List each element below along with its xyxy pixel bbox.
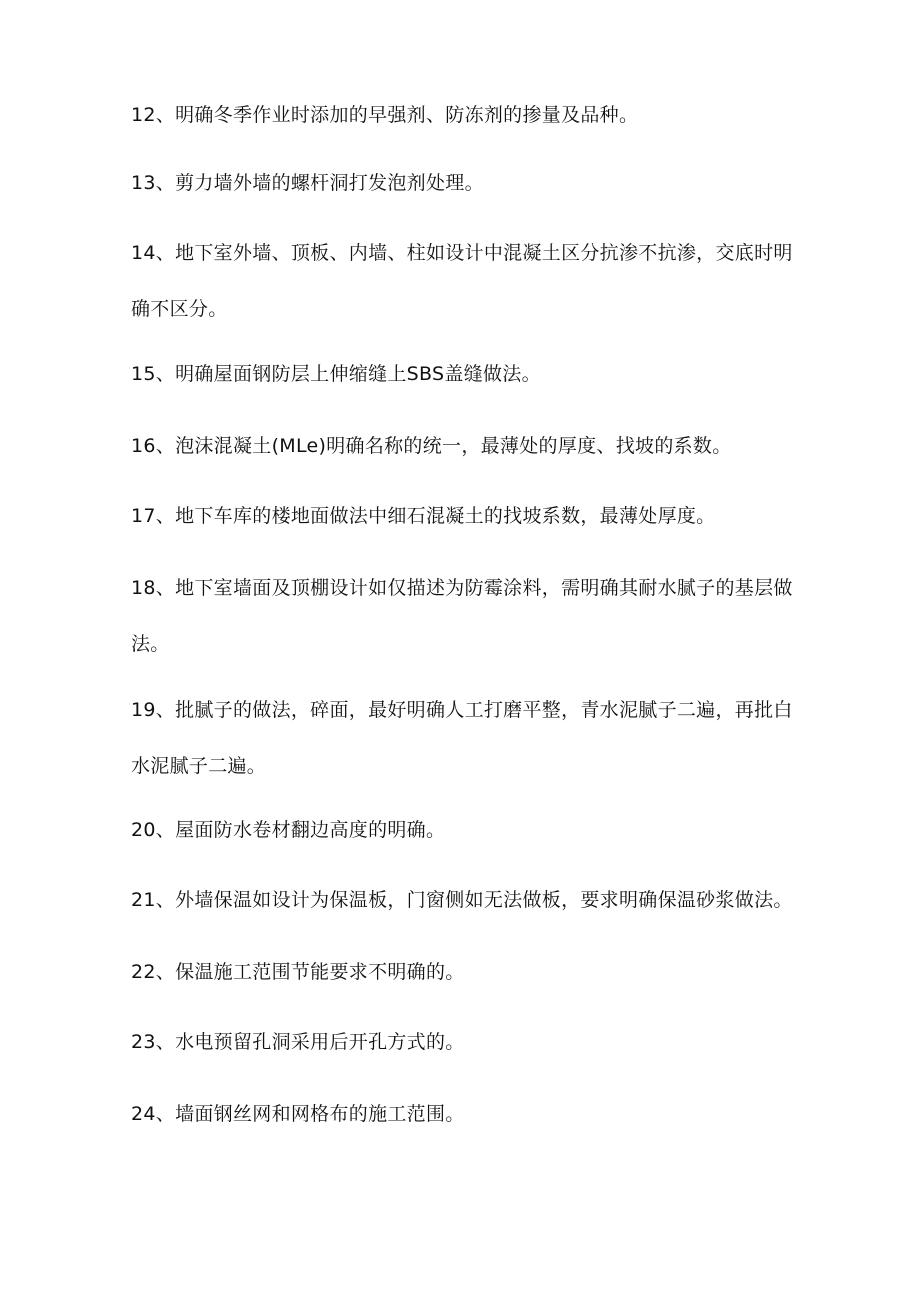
list-item: 24、墙面钢丝网和网格布的施工范围。 <box>131 1103 465 1125</box>
list-item: 13、剪力墙外墙的螺杆洞打发泡剂处理。 <box>131 172 484 194</box>
list-item: 20、屋面防水卷材翻边高度的明确。 <box>131 819 446 841</box>
list-item: 19、批腻子的做法，碎面，最好明确人工打磨平整，青水泥腻子二遍，再批白水泥腻子二遍。 <box>131 699 793 777</box>
list-item: 18、地下室墙面及顶棚设计如仅描述为防霉涂料，需明确其耐水腻子的基层做法。 <box>131 577 793 655</box>
list-item: 23、水电预留孔洞采用后开孔方式的。 <box>131 1031 465 1053</box>
list-item: 12、明确冬季作业时添加的早强剂、防冻剂的掺量及品种。 <box>131 104 639 126</box>
list-item: 14、地下室外墙、顶板、内墙、柱如设计中混凝土区分抗渗不抗渗，交底时明确不区分。 <box>131 242 793 320</box>
list-item: 17、地下车库的楼地面做法中细石混凝土的找坡系数，最薄处厚度。 <box>131 505 716 527</box>
list-item: 16、泡沫混凝土(MLe)明确名称的统一，最薄处的厚度、找坡的系数。 <box>131 435 732 457</box>
list-item: 15、明确屋面钢防层上伸缩缝上SBS盖缝做法。 <box>131 363 541 385</box>
list-item: 21、外墙保温如设计为保温板，门窗侧如无法做板，要求明确保温砂浆做法。 <box>131 889 793 911</box>
list-item: 22、保温施工范围节能要求不明确的。 <box>131 961 465 983</box>
